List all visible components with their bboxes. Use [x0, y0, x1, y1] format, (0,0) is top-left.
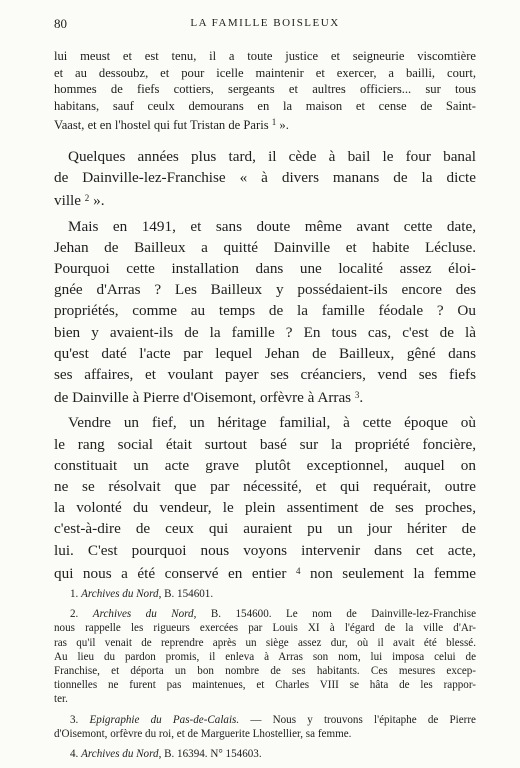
paragraph-line: gnée d'Arras ? Les Bailleux y possédaient-ils encore des — [54, 281, 476, 299]
footnote-source: Archives du Nord — [81, 588, 159, 600]
footnote-3 — [54, 713, 476, 741]
footnote-line: d'Oisemont, orfèvre du roi, et de Marguerite Lhostellier, sa femme. — [54, 727, 352, 740]
footnote-line: Au lieu du pardon promis, il enleva à Arras son nom, lui imposa celui de — [54, 650, 476, 663]
footnote-1 — [54, 587, 476, 601]
footnote-line: ter. — [54, 693, 68, 706]
body-text — [54, 48, 476, 584]
footnote-line: Franchise, et déporta un bon nombre de ses habitants. Ces mesures excep- — [54, 665, 476, 678]
quote-line: habitans, sauf ceulx demourans en la maison et cense de Saint- — [54, 98, 476, 113]
quote-line: et au dessoubz, et pour icelle maintenir et exercer, a bailli, court, — [54, 65, 476, 80]
footnote-source: Archives du Nord — [81, 748, 159, 761]
footnote-line: 1. Archives du Nord, B. 154601. — [70, 588, 214, 600]
paragraph-line: bien y avaient-ils de la famille ? En tous cas, c'est de là — [54, 323, 476, 341]
page-number: 80 — [54, 16, 67, 31]
paragraph-line: c'est-à-dire de ceux qui auraient pu un jour hériter de — [54, 520, 476, 538]
quote-line: Vaast, et en l'hostel qui fut Tristan de Paris $^1$ ». — [54, 117, 289, 133]
paragraph-line: Mais en 1491, et sans doute même avant cette date, — [68, 217, 476, 235]
paragraph-line: ne se résolvait que par nécessité, et qui requérait, outre — [54, 478, 476, 496]
paragraph-line: Jehan de Bailleux a quitté Dainville et habite Lécluse. — [54, 238, 476, 256]
quotation-block — [54, 48, 476, 134]
quote-line: hommes de fiefs cottiers, sergeants et aultres officiers... sur tous — [54, 82, 476, 97]
paragraph-line: qui nous a été conservé en entier $^4$ non seulement la femme — [54, 564, 477, 582]
footnotes — [54, 587, 476, 767]
paragraph — [54, 216, 476, 409]
paragraph-line: Vendre un fief, un héritage familial, à cette époque où — [68, 414, 476, 432]
running-title: LA FAMILLE BOISLEUX — [190, 17, 340, 29]
footnote-line: 2. Archives du Nord, B. 154600. Le nom de Dainville-lez-Franchise — [70, 608, 476, 621]
paragraph — [54, 146, 476, 212]
footnote-line: 3. Epigraphie du Pas-de-Calais. — Nous y trouvons l'épitaphe de Pierre — [70, 713, 476, 726]
paragraph-line: propriétés, comme au temps de la famille féodale ? Ou — [54, 302, 476, 320]
paragraph-line: de Dainville à Pierre d'Oisemont, orfèvre à Arras $^3$. — [54, 389, 364, 407]
paragraph-line: ville $^2$ ». — [54, 192, 105, 210]
footnote-line: tionnelles ne furent pas maintenues, et Charles VIII se hâta de les rappor- — [54, 679, 476, 692]
paragraph-line: la volonté du vendeur, le plein assentiment de ses proches, — [54, 499, 476, 517]
paragraph-line: lui. C'est pourquoi nous voyons intervenir dans cet acte, — [54, 541, 476, 559]
quote-line: lui meust et est tenu, il a toute justice et seigneurie viscomtière — [54, 49, 476, 63]
footnote-2 — [54, 607, 476, 706]
footnote-ref[interactable]: 3 — [354, 390, 360, 401]
footnote-ref[interactable]: 2 — [84, 193, 90, 204]
paragraph-line: constituait un acte grave plutôt exceptionnel, auquel on — [54, 456, 476, 474]
page-header — [54, 16, 476, 36]
footnote-ref[interactable]: 1 — [271, 117, 277, 128]
footnote-ref[interactable]: 4 — [296, 565, 301, 576]
footnote-source: Epigraphie du Pas-de-Calais. — [89, 713, 240, 726]
paragraph-line: le rang social était surtout basé sur la propriété foncière, — [54, 435, 476, 453]
footnote-line: 4. Archives du Nord, B. 16394. N° 154603. — [70, 748, 262, 761]
paragraph — [54, 412, 476, 584]
paragraph-line: Quelques années plus tard, il cède à bail le four banal — [68, 147, 476, 165]
footnote-source: Archives du Nord — [92, 608, 194, 621]
paragraph-line: qu'est daté l'acte par lequel Jehan de Bailleux, gêné dans — [54, 344, 476, 362]
footnote-4 — [54, 747, 476, 761]
paragraph-line: de Dainville-lez-Franchise « à divers manans de la dicte — [54, 169, 476, 187]
footnote-line: nous rappelle les rigueurs exercées par Louis XI à l'égard de la ville d'Ar- — [54, 622, 476, 635]
paragraph-line: Pourquoi cette installation dans une localité assez éloi- — [54, 259, 476, 277]
footnote-line: ras qu'il venait de reprendre après un siège assez dur, où il avait été blessé. — [54, 636, 476, 649]
paragraph-line: ses affaires, et voulant payer ses créanciers, vend ses fiefs — [54, 366, 476, 383]
